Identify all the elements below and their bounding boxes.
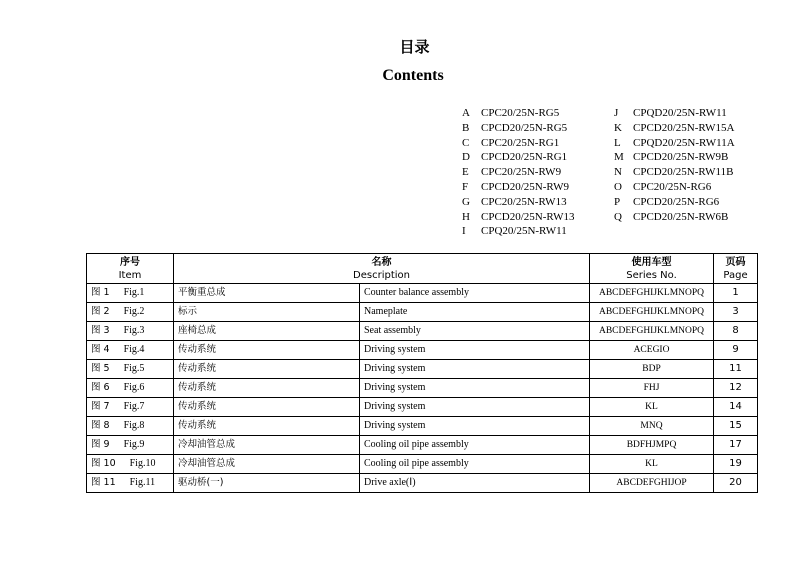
item-number-cn: 图 7 <box>91 401 110 412</box>
cell-series: KL <box>590 398 714 417</box>
cell-page: 19 <box>714 455 758 474</box>
series-code: N <box>614 166 622 179</box>
series-entry <box>462 121 575 136</box>
table-row <box>87 474 758 493</box>
series-model: CPC20/25N-RW9 <box>481 166 562 179</box>
series-list-left <box>462 106 575 239</box>
series-entry <box>614 106 735 121</box>
cell-series: MNQ <box>590 417 714 436</box>
cell-name-en: Cooling oil pipe assembly <box>360 455 590 474</box>
series-model: CPCD20/25N-RW6B <box>633 210 729 223</box>
table-row <box>87 303 758 322</box>
series-code: Q <box>614 210 622 223</box>
item-number-cn: 图 10 <box>91 458 116 469</box>
series-code: L <box>614 136 621 149</box>
series-code: F <box>462 180 469 193</box>
cell-item <box>87 322 174 341</box>
cell-name-cn: 标示 <box>174 303 360 322</box>
series-code: P <box>614 195 621 208</box>
series-entry <box>462 224 575 239</box>
series-model: CPQ20/25N-RW11 <box>481 225 567 238</box>
table-header-row <box>87 254 758 284</box>
cell-item <box>87 303 174 322</box>
header-series <box>590 254 714 284</box>
cell-series: KL <box>590 455 714 474</box>
contents-table <box>86 253 758 493</box>
series-code: D <box>462 151 470 164</box>
cell-item <box>87 341 174 360</box>
cell-page: 8 <box>714 322 758 341</box>
cell-series: ACEGIO <box>590 341 714 360</box>
header-page <box>714 254 758 284</box>
series-model: CPC20/25N-RG1 <box>481 136 560 149</box>
series-model: CPCD20/25N-RG6 <box>633 195 720 208</box>
item-fig: Fig.3 <box>123 325 145 336</box>
series-model: CPCD20/25N-RW15A <box>633 121 735 134</box>
series-list-right <box>614 106 735 224</box>
item-number-cn: 图 8 <box>91 420 110 431</box>
table-row <box>87 341 758 360</box>
series-entry <box>614 150 735 165</box>
series-model: CPQD20/25N-RW11 <box>633 107 727 119</box>
cell-item <box>87 398 174 417</box>
cell-series: ABCDEFGHIJOP <box>590 474 714 493</box>
series-model: CPC20/25N-RW13 <box>481 195 567 208</box>
item-fig: Fig.10 <box>129 458 156 469</box>
item-fig: Fig.9 <box>123 439 145 450</box>
table-row <box>87 284 758 303</box>
cell-page: 20 <box>714 474 758 493</box>
series-code: E <box>462 166 469 179</box>
cell-name-en: Drive axle(Ⅰ) <box>360 474 590 493</box>
series-entry <box>614 180 735 195</box>
series-code: B <box>462 121 470 134</box>
cell-name-cn: 驱动桥(一) <box>174 474 360 493</box>
series-entry <box>462 136 575 151</box>
cell-item <box>87 379 174 398</box>
header-description-en: Description <box>353 269 410 281</box>
series-code: J <box>614 107 619 119</box>
cell-item <box>87 474 174 493</box>
cell-name-en: Driving system <box>360 398 590 417</box>
series-entry <box>614 195 735 210</box>
series-model: CPCD20/25N-RG5 <box>481 121 568 134</box>
cell-name-cn: 传动系统 <box>174 360 360 379</box>
cell-name-en: Driving system <box>360 341 590 360</box>
table-row <box>87 417 758 436</box>
cell-name-cn: 冷却油管总成 <box>174 455 360 474</box>
series-code: C <box>462 136 470 149</box>
cell-name-cn: 传动系统 <box>174 398 360 417</box>
cell-name-en: Driving system <box>360 379 590 398</box>
item-number-cn: 图 11 <box>91 477 116 488</box>
series-code: M <box>614 151 624 164</box>
cell-page: 15 <box>714 417 758 436</box>
table-row <box>87 455 758 474</box>
cell-item <box>87 455 174 474</box>
item-number-cn: 图 4 <box>91 344 110 355</box>
cell-series: ABCDEFGHIJKLMNOPQ <box>590 322 714 341</box>
item-fig: Fig.1 <box>123 287 145 298</box>
item-number-cn: 图 5 <box>91 363 110 374</box>
item-fig: Fig.6 <box>123 382 145 393</box>
series-model: CPCD20/25N-RG1 <box>481 151 568 164</box>
table-row <box>87 322 758 341</box>
cell-name-cn: 座椅总成 <box>174 322 360 341</box>
cell-page: 9 <box>714 341 758 360</box>
series-code: O <box>614 180 622 193</box>
series-model: CPQD20/25N-RW11A <box>633 136 735 149</box>
cell-series: BDP <box>590 360 714 379</box>
cell-item <box>87 284 174 303</box>
item-fig: Fig.8 <box>123 420 145 431</box>
cell-name-cn: 平衡重总成 <box>174 284 360 303</box>
item-fig: Fig.11 <box>129 477 156 488</box>
table-row <box>87 360 758 379</box>
cell-series: BDFHJMPQ <box>590 436 714 455</box>
cell-page: 12 <box>714 379 758 398</box>
series-code: A <box>462 107 470 119</box>
cell-name-cn: 传动系统 <box>174 341 360 360</box>
series-entry <box>614 136 735 151</box>
cell-name-en: Nameplate <box>360 303 590 322</box>
series-entry <box>462 180 575 195</box>
item-fig: Fig.7 <box>123 401 145 412</box>
page-title-en: Contents <box>382 67 444 84</box>
cell-item <box>87 436 174 455</box>
series-entry <box>614 121 735 136</box>
cell-page: 1 <box>714 284 758 303</box>
page-title-cn: 目录 <box>399 38 430 56</box>
cell-series: ABCDEFGHIJKLMNOPQ <box>590 284 714 303</box>
cell-page: 14 <box>714 398 758 417</box>
cell-series: FHJ <box>590 379 714 398</box>
series-entry <box>462 165 575 180</box>
series-model: CPCD20/25N-RW9B <box>633 151 729 164</box>
series-entry <box>614 165 735 180</box>
series-code: G <box>462 195 470 208</box>
cell-name-en: Cooling oil pipe assembly <box>360 436 590 455</box>
item-number-cn: 图 3 <box>91 325 110 336</box>
cell-name-en: Counter balance assembly <box>360 284 590 303</box>
cell-name-en: Seat assembly <box>360 322 590 341</box>
cell-page: 17 <box>714 436 758 455</box>
item-number-cn: 图 6 <box>91 382 110 393</box>
series-model: CPCD20/25N-RW13 <box>481 210 575 223</box>
series-code: K <box>614 121 622 134</box>
cell-name-cn: 冷却油管总成 <box>174 436 360 455</box>
header-page-en: Page <box>723 269 748 281</box>
series-entry <box>462 210 575 225</box>
cell-name-en: Driving system <box>360 417 590 436</box>
series-entry <box>462 150 575 165</box>
table-body <box>87 284 758 493</box>
header-series-en: Series No. <box>626 269 677 281</box>
header-page-cn: 页码 <box>725 256 746 268</box>
header-item <box>87 254 174 284</box>
series-entry <box>462 106 575 121</box>
item-fig: Fig.4 <box>123 344 145 355</box>
cell-name-cn: 传动系统 <box>174 379 360 398</box>
table-row <box>87 379 758 398</box>
item-number-cn: 图 2 <box>91 306 110 317</box>
cell-page: 11 <box>714 360 758 379</box>
header-description-cn: 名称 <box>371 256 392 268</box>
header-description <box>174 254 590 284</box>
item-number-cn: 图 9 <box>91 439 110 450</box>
item-fig: Fig.2 <box>123 306 145 317</box>
series-model: CPCD20/25N-RW9 <box>481 180 570 193</box>
series-entry <box>614 210 735 225</box>
series-code: I <box>462 225 466 238</box>
cell-name-en: Driving system <box>360 360 590 379</box>
series-entry <box>462 195 575 210</box>
series-model: CPC20/25N-RG5 <box>481 107 560 119</box>
series-model: CPC20/25N-RG6 <box>633 180 712 193</box>
series-model: CPCD20/25N-RW11B <box>633 166 734 179</box>
cell-item <box>87 417 174 436</box>
cell-item <box>87 360 174 379</box>
item-fig: Fig.5 <box>123 363 145 374</box>
header-item-cn: 序号 <box>120 256 140 268</box>
table-row <box>87 436 758 455</box>
cell-page: 3 <box>714 303 758 322</box>
cell-name-cn: 传动系统 <box>174 417 360 436</box>
cell-series: ABCDEFGHIJKLMNOPQ <box>590 303 714 322</box>
header-item-en: Item <box>118 269 142 281</box>
table-row <box>87 398 758 417</box>
item-number-cn: 图 1 <box>91 287 110 298</box>
series-code: H <box>462 210 470 223</box>
header-series-cn: 使用车型 <box>631 256 672 268</box>
